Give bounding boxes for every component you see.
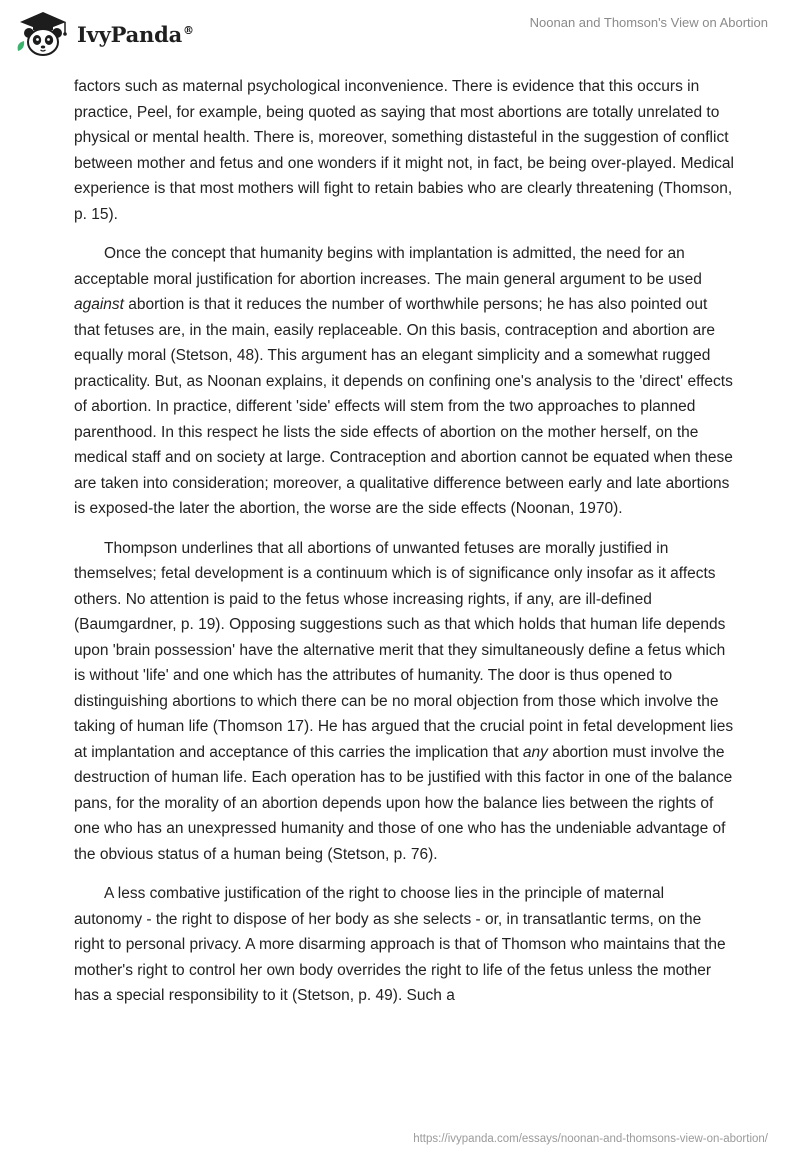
- paragraph-text: A less combative justification of the right to choose lies in the principle of maternal autonomy - the right to dispose of her body as she selects - or, in transatlantic terms, on the right to personal privacy. A more disarming approach is that of Thomson who maintains that the mother's right to control her own body overrides the right to life of the fetus unless the mother has a special responsibility to it (Stetson, p. 49). Such a: [74, 885, 726, 1004]
- paragraph-text: abortion is that it reduces the number of worthwhile persons; he has also pointed out that fetuses are, in the main, easily replaceable. On this basis, contraception and abortion are equally moral (Stetson, 48). This argument has an elegant simplicity and a somewhat rugged practicality. But, as Noonan explains, it depends on confining one's analysis to the 'direct' effects of abortion. In practice, different 'side' effects will stem from the two approaches to planned parenthood. In this respect he lists the side effects of abortion on the mother herself, on the medical staff and on society at large. Contraception and abortion cannot be equated when these are taken into consideration; moreover, a qualitative difference between early and late abortions is exposed-the later the abortion, the worse are the side effects (Noonan, 1970).: [74, 296, 733, 517]
- essay-paragraph: [74, 241, 734, 522]
- paragraph-text: abortion must involve the destruction of human life. Each operation has to be justified with this factor in one of the balance pans, for the morality of an abortion depends upon how the balance lies between the rights of one who has an unexpressed humanity and those of one who has the undeniable advantage of the obvious status of a human being (Stetson, p. 76).: [74, 743, 733, 863]
- essay-paragraph: [74, 536, 734, 868]
- essay-paragraph: [74, 74, 734, 227]
- panda-graduate-icon: [14, 9, 72, 59]
- paragraph-text: Thompson underlines that all abortions of unwanted fetuses are morally justified in themselves; fetal development is a continuum which is of significance only insofar as it affects others. No attention is paid to the fetus whose increasing rights, if any, are ill-defined (Baumgardner, p. 19). Opposing suggestions such as that which holds that human life depends upon 'brain possession' have the alternative merit that they simultaneously define a fetus which is without 'life' and one which has the attributes of humanity. The door is thus opened to distinguishing abortions to which there can be no moral objection from those which involve the taking of human life (Thomson 17). He has argued that the crucial point in fetal development lies at implantation and acceptance of this carries the implication that: [74, 539, 734, 761]
- ivypanda-logo[interactable]: [14, 9, 194, 59]
- emphasized-text: any: [522, 743, 548, 761]
- brand-name: IvyPanda®: [77, 21, 194, 47]
- source-url[interactable]: https://ivypanda.com/essays/noonan-and-thomsons-view-on-abortion/: [413, 1133, 768, 1145]
- paragraph-text: factors such as maternal psychological inconvenience. There is evidence that this occurs in practice, Peel, for example, being quoted as saying that most abortions are totally unrelated to physical or mental health. There is, moreover, something distasteful in the suggestion of conflict between mother and fetus and one wonders if it might not, in fact, be being over-played. Medical experience is that most mothers will fight to retain babies who are clearly threatening (Thomson, p. 15).: [74, 78, 734, 223]
- paragraph-text: Once the concept that humanity begins with implantation is admitted, the need for an acceptable moral justification for abortion increases. The main general argument to be used: [74, 245, 702, 288]
- essay-body: [74, 74, 734, 1023]
- emphasized-text: against: [74, 296, 124, 313]
- essay-title: Noonan and Thomson's View on Abortion: [529, 15, 768, 30]
- page-header: [0, 0, 800, 70]
- essay-paragraph: [74, 881, 734, 1009]
